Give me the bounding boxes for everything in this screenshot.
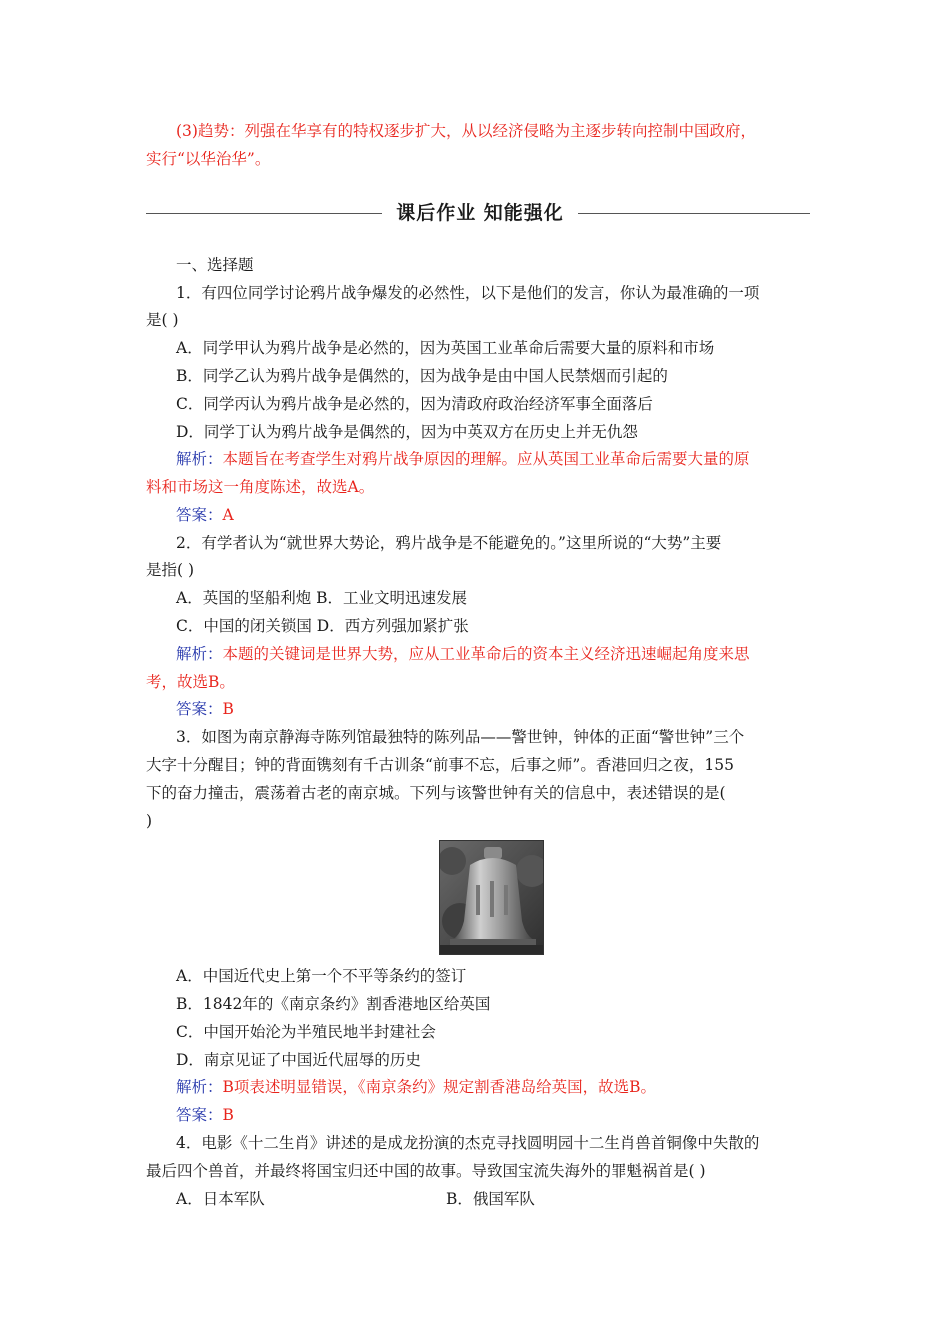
q2-answer-value: B	[222, 700, 234, 718]
q4-stem-line-2: 最后四个兽首，并最终将国宝归还中国的故事。导致国宝流失海外的罪魁祸首是( )	[146, 1162, 706, 1180]
q1-analysis-line-1	[176, 448, 810, 470]
q3-analysis-text: B项表述明显错误，《南京条约》规定割香港岛给英国，故选B。	[222, 1078, 657, 1096]
q2-analysis-line-1	[176, 643, 810, 665]
q1-option-d: D．同学丁认为鸦片战争是偶然的，因为中英双方在历史上并无仇怨	[176, 423, 638, 441]
q1-analysis-label: 解析：	[176, 450, 223, 468]
q2-analysis-text: 本题的关键词是世界大势，应从工业革命后的资本主义经济迅速崛起角度来思	[222, 645, 750, 663]
q1-option-c: C．同学丙认为鸦片战争是必然的，因为清政府政治经济军事全面落后	[176, 395, 653, 413]
q3-analysis-line-1	[176, 1076, 810, 1098]
q4-option-a: A．日本军队	[176, 1190, 265, 1208]
q3-answer	[176, 1104, 810, 1126]
q1-option-a: A．同学甲认为鸦片战争是必然的，因为英国工业革命后需要大量的原料和市场	[176, 339, 715, 357]
q2-stem-line-1: 2．有学者认为“就世界大势论，鸦片战争是不能避免的。”这里所说的“大势”主要	[176, 534, 722, 552]
q3-analysis-label: 解析：	[176, 1078, 223, 1096]
q4-option-b: B．俄国军队	[446, 1190, 535, 1208]
q3-stem-line-1: 3．如图为南京静海寺陈列馆最独特的陈列品——警世钟，钟体的正面“警世钟”三个	[176, 728, 745, 746]
q1-answer-label: 答案：	[176, 506, 223, 524]
q3-option-c: C．中国开始沦为半殖民地半封建社会	[176, 1023, 436, 1041]
q2-stem-line-2: 是指( )	[146, 561, 195, 579]
q1-stem-line-2: 是( )	[146, 311, 179, 329]
trend-note-line-1: (3)趋势：列强在华享有的特权逐步扩大，从以经济侵略为主逐步转向控制中国政府，	[176, 122, 756, 140]
q1-option-b: B．同学乙认为鸦片战争是偶然的，因为战争是由中国人民禁烟而引起的	[176, 367, 668, 385]
q1-analysis-text: 本题旨在考查学生对鸦片战争原因的理解。应从英国工业革命后需要大量的原	[222, 450, 750, 468]
section-title: 课后作业 知能强化	[396, 202, 564, 224]
q3-stem-line-3: 下的奋力撞击，震荡着古老的南京城。下列与该警世钟有关的信息中，表述错误的是(	[146, 784, 726, 802]
q3-stem-line-2: 大字十分醒目；钟的背面镌刻有千古训条“前事不忘，后事之师”。香港回归之夜，155	[146, 756, 734, 774]
bell-icon	[440, 841, 544, 955]
q1-answer-value: A	[222, 506, 234, 524]
q1-stem-line-1: 1．有四位同学讨论鸦片战争爆发的必然性，以下是他们的发言，你认为最准确的一项	[176, 284, 760, 302]
q2-analysis-line-2: 考，故选B。	[146, 673, 235, 691]
q2-options-ab: A．英国的坚船利炮 B．工业文明迅速发展	[176, 589, 468, 607]
q1-answer	[176, 504, 810, 526]
q3-option-a: A．中国近代史上第一个不平等条约的签订	[176, 967, 467, 985]
q3-answer-label: 答案：	[176, 1106, 223, 1124]
q2-analysis-label: 解析：	[176, 645, 223, 663]
section-rule-right	[578, 213, 810, 214]
q2-options-cd: C．中国的闭关锁国 D．西方列强加紧扩张	[176, 617, 469, 635]
q3-option-d: D．南京见证了中国近代屈辱的历史	[176, 1051, 421, 1069]
section-rule-left	[146, 213, 382, 214]
part-heading: 一、选择题	[176, 256, 254, 274]
q3-stem-line-4: )	[146, 812, 153, 830]
q3-option-b: B．1842年的《南京条约》割香港地区给英国	[176, 995, 491, 1013]
q4-stem-line-1: 4．电影《十二生肖》讲述的是成龙扮演的杰克寻找圆明园十二生肖兽首铜像中失散的	[176, 1134, 760, 1152]
trend-note-line-2: 实行“以华治华”。	[146, 150, 271, 168]
q2-answer	[176, 698, 810, 720]
warning-bell-photo	[439, 840, 544, 955]
q2-answer-label: 答案：	[176, 700, 223, 718]
q1-analysis-line-2: 料和市场这一角度陈述，故选A。	[146, 478, 375, 496]
q3-answer-value: B	[222, 1106, 234, 1124]
